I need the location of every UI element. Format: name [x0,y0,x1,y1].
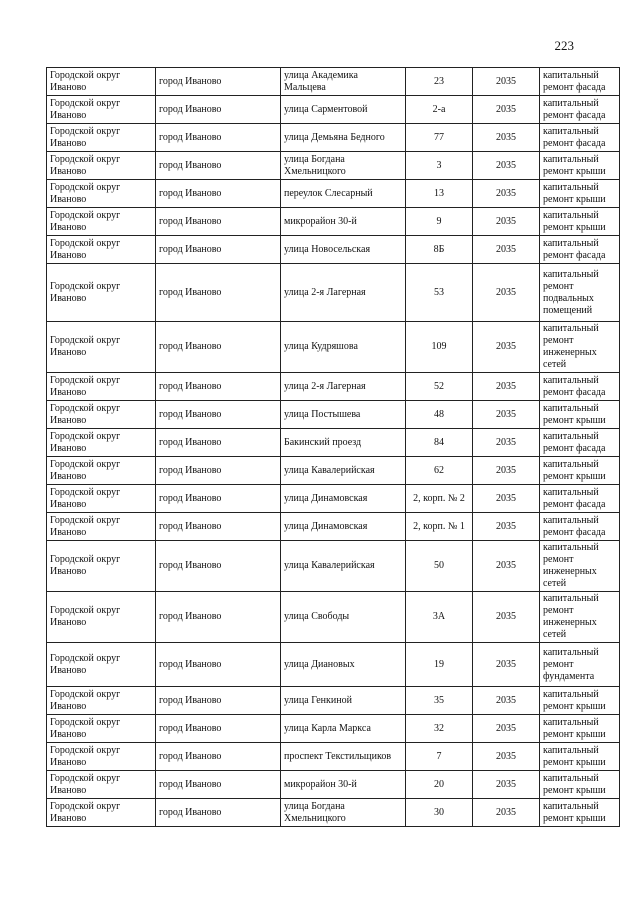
registry-table-body [47,68,620,827]
cell-house-number: 84 [406,429,473,457]
cell-city: город Иваново [156,715,281,743]
cell-work-type: капитальный ремонт крыши [540,401,620,429]
cell-house-number: 3А [406,592,473,643]
cell-year: 2035 [473,322,540,373]
cell-city: город Иваново [156,373,281,401]
cell-street: улица 2-я Лагерная [281,264,406,322]
cell-year: 2035 [473,124,540,152]
cell-okrug: Городской округ Иваново [47,124,156,152]
cell-city: город Иваново [156,687,281,715]
cell-city: город Иваново [156,236,281,264]
cell-house-number: 32 [406,715,473,743]
cell-okrug: Городской округ Иваново [47,429,156,457]
table-row [47,743,620,771]
cell-house-number: 9 [406,208,473,236]
cell-city: город Иваново [156,180,281,208]
cell-year: 2035 [473,541,540,592]
cell-street: улица 2-я Лагерная [281,373,406,401]
cell-work-type: капитальный ремонт фасада [540,373,620,401]
table-row [47,457,620,485]
cell-work-type: капитальный ремонт фасада [540,485,620,513]
cell-house-number: 62 [406,457,473,485]
cell-okrug: Городской округ Иваново [47,799,156,827]
cell-city: город Иваново [156,771,281,799]
cell-work-type: капитальный ремонт крыши [540,457,620,485]
cell-house-number: 7 [406,743,473,771]
cell-year: 2035 [473,687,540,715]
cell-work-type: капитальный ремонт фасада [540,429,620,457]
cell-year: 2035 [473,643,540,687]
cell-year: 2035 [473,236,540,264]
cell-city: город Иваново [156,264,281,322]
cell-street: микрорайон 30-й [281,771,406,799]
cell-okrug: Городской округ Иваново [47,401,156,429]
cell-city: город Иваново [156,124,281,152]
table-row [47,322,620,373]
cell-okrug: Городской округ Иваново [47,771,156,799]
cell-house-number: 53 [406,264,473,322]
cell-work-type: капитальный ремонт инженерных сетей [540,541,620,592]
cell-house-number: 48 [406,401,473,429]
cell-year: 2035 [473,799,540,827]
cell-year: 2035 [473,180,540,208]
table-row [47,373,620,401]
cell-street: улица Динамовская [281,485,406,513]
registry-table [46,67,620,827]
cell-work-type: капитальный ремонт крыши [540,799,620,827]
cell-year: 2035 [473,68,540,96]
cell-street: улица Кавалерийская [281,457,406,485]
cell-okrug: Городской округ Иваново [47,485,156,513]
cell-city: город Иваново [156,541,281,592]
cell-house-number: 77 [406,124,473,152]
cell-year: 2035 [473,96,540,124]
table-row [47,429,620,457]
cell-city: город Иваново [156,401,281,429]
cell-okrug: Городской округ Иваново [47,592,156,643]
cell-street: улица Карла Маркса [281,715,406,743]
cell-year: 2035 [473,208,540,236]
table-row [47,485,620,513]
table-row [47,180,620,208]
cell-work-type: капитальный ремонт крыши [540,715,620,743]
cell-year: 2035 [473,715,540,743]
cell-year: 2035 [473,152,540,180]
table-row [47,592,620,643]
table-row [47,264,620,322]
cell-house-number: 109 [406,322,473,373]
cell-house-number: 23 [406,68,473,96]
cell-city: город Иваново [156,429,281,457]
cell-year: 2035 [473,429,540,457]
cell-okrug: Городской округ Иваново [47,373,156,401]
cell-work-type: капитальный ремонт фасада [540,124,620,152]
cell-work-type: капитальный ремонт крыши [540,208,620,236]
cell-okrug: Городской округ Иваново [47,208,156,236]
cell-city: город Иваново [156,643,281,687]
cell-city: город Иваново [156,592,281,643]
cell-house-number: 3 [406,152,473,180]
cell-city: город Иваново [156,68,281,96]
table-row [47,401,620,429]
table-row [47,152,620,180]
cell-year: 2035 [473,457,540,485]
cell-okrug: Городской округ Иваново [47,643,156,687]
cell-work-type: капитальный ремонт подвальных помещений [540,264,620,322]
cell-house-number: 30 [406,799,473,827]
cell-year: 2035 [473,485,540,513]
cell-year: 2035 [473,373,540,401]
table-row [47,715,620,743]
cell-city: город Иваново [156,96,281,124]
cell-year: 2035 [473,401,540,429]
cell-street: улица Динамовская [281,513,406,541]
cell-street: улица Генкиной [281,687,406,715]
cell-city: город Иваново [156,322,281,373]
cell-house-number: 8Б [406,236,473,264]
cell-okrug: Городской округ Иваново [47,687,156,715]
table-row [47,541,620,592]
cell-house-number: 2, корп. № 2 [406,485,473,513]
cell-work-type: капитальный ремонт фасада [540,68,620,96]
cell-okrug: Городской округ Иваново [47,541,156,592]
cell-street: улица Свободы [281,592,406,643]
cell-street: улица Сарментовой [281,96,406,124]
cell-city: город Иваново [156,743,281,771]
cell-city: город Иваново [156,799,281,827]
cell-street: улица Новосельская [281,236,406,264]
cell-street: улица Академика Мальцева [281,68,406,96]
cell-okrug: Городской округ Иваново [47,180,156,208]
cell-street: улица Демьяна Бедного [281,124,406,152]
cell-house-number: 50 [406,541,473,592]
cell-street: улица Постышева [281,401,406,429]
cell-city: город Иваново [156,513,281,541]
table-row [47,208,620,236]
table-row [47,687,620,715]
cell-year: 2035 [473,513,540,541]
cell-year: 2035 [473,771,540,799]
cell-street: улица Кудряшова [281,322,406,373]
cell-okrug: Городской округ Иваново [47,96,156,124]
cell-work-type: капитальный ремонт инженерных сетей [540,592,620,643]
cell-house-number: 52 [406,373,473,401]
cell-work-type: капитальный ремонт фасада [540,96,620,124]
table-row [47,513,620,541]
table-row [47,771,620,799]
cell-house-number: 2-а [406,96,473,124]
cell-house-number: 19 [406,643,473,687]
cell-okrug: Городской округ Иваново [47,513,156,541]
cell-work-type: капитальный ремонт крыши [540,687,620,715]
cell-city: город Иваново [156,208,281,236]
cell-okrug: Городской округ Иваново [47,236,156,264]
cell-work-type: капитальный ремонт крыши [540,771,620,799]
cell-work-type: капитальный ремонт фасада [540,513,620,541]
cell-okrug: Городской округ Иваново [47,743,156,771]
cell-street: улица Богдана Хмельницкого [281,799,406,827]
cell-city: город Иваново [156,152,281,180]
cell-street: улица Богдана Хмельницкого [281,152,406,180]
cell-house-number: 2, корп. № 1 [406,513,473,541]
cell-street: Бакинский проезд [281,429,406,457]
table-row [47,96,620,124]
cell-work-type: капитальный ремонт фундамента [540,643,620,687]
cell-street: проспект Текстильщиков [281,743,406,771]
table-row [47,236,620,264]
page-number: 223 [554,38,574,53]
cell-street: микрорайон 30-й [281,208,406,236]
cell-house-number: 13 [406,180,473,208]
cell-street: улица Диановых [281,643,406,687]
cell-okrug: Городской округ Иваново [47,322,156,373]
cell-street: переулок Слесарный [281,180,406,208]
cell-work-type: капитальный ремонт инженерных сетей [540,322,620,373]
cell-okrug: Городской округ Иваново [47,457,156,485]
cell-work-type: капитальный ремонт фасада [540,236,620,264]
cell-year: 2035 [473,592,540,643]
cell-year: 2035 [473,264,540,322]
table-row [47,68,620,96]
cell-city: город Иваново [156,457,281,485]
cell-year: 2035 [473,743,540,771]
cell-okrug: Городской округ Иваново [47,715,156,743]
cell-house-number: 20 [406,771,473,799]
table-row [47,799,620,827]
cell-work-type: капитальный ремонт крыши [540,180,620,208]
cell-city: город Иваново [156,485,281,513]
cell-work-type: капитальный ремонт крыши [540,743,620,771]
cell-work-type: капитальный ремонт крыши [540,152,620,180]
table-row [47,643,620,687]
cell-okrug: Городской округ Иваново [47,152,156,180]
table-row [47,124,620,152]
cell-okrug: Городской округ Иваново [47,264,156,322]
cell-okrug: Городской округ Иваново [47,68,156,96]
cell-house-number: 35 [406,687,473,715]
cell-street: улица Кавалерийская [281,541,406,592]
